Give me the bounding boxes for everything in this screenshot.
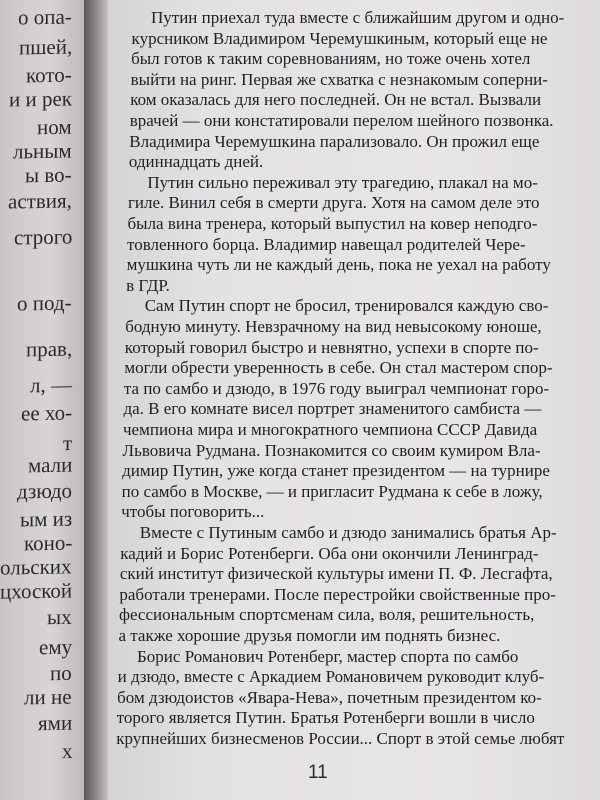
text-line: Путин приехал туда вместе с ближайшим другом и одно- <box>151 8 565 27</box>
left-page-line: ями <box>37 710 72 736</box>
left-page-edge <box>0 0 84 800</box>
text-line: бодную минуту. Невзрачному на вид невысокому юноше, <box>125 317 542 336</box>
text-line: торого является Путин. Братья Ротенберги вошли в число <box>116 708 535 728</box>
text-line: димир Путин, уже когда станет президентом — на турнире <box>122 461 550 481</box>
text-line: была вина тренера, который выпустил на ковер неподго- <box>127 214 538 233</box>
left-page-line: и и рек <box>9 86 72 112</box>
text-line: врачей — они констатировали перелом шейного позвонка. <box>129 111 554 130</box>
left-page-line: строго <box>13 224 72 250</box>
left-page-line: кото- <box>26 62 72 88</box>
left-page-line: ы во- <box>25 162 72 188</box>
text-line: Путин сильно переживал эту трагедию, плакал на мо- <box>147 172 538 192</box>
text-line: по самбо в Москве, — и пригласит Рудмана к себе в ложу, <box>121 481 543 501</box>
text-line: та по самбо и дзюдо, в 1976 году выиграл чемпионат горо- <box>123 378 550 398</box>
left-page-line: дзюдо <box>16 478 72 504</box>
left-page-line: пшей, <box>18 34 72 60</box>
text-line: Борис Романович Ротенберг, мастер спорта по самбо <box>137 646 519 666</box>
text-line: ком оказалась для него последней. Он не встал. Вызвали <box>130 90 542 110</box>
text-line: одиннадцать дней. <box>128 152 264 172</box>
left-page-line: льным <box>13 138 72 164</box>
text-line: курсником Владимиром Черемушкиным, который еще не <box>131 28 548 48</box>
text-line: могли обрести уверенность в себе. Он стал мастером спор- <box>124 358 553 378</box>
text-line: был готов к таким соревнованиям, но тоже очень хотел <box>131 49 531 69</box>
book-gutter <box>84 0 110 800</box>
book-page <box>108 0 600 800</box>
text-line: фессиональным спортсменам сила, воля, решительность, <box>118 605 535 625</box>
left-page-line: по <box>50 660 72 686</box>
left-page-line: ему <box>38 634 72 660</box>
text-line: чтобы поговорить... <box>121 502 265 522</box>
left-page-line: о под- <box>17 290 72 316</box>
text-line: выйти на ринг. Первая же схватка с незнакомым соперни- <box>130 69 548 89</box>
page-number: 11 <box>308 762 328 783</box>
left-page-line: ли не <box>24 684 72 710</box>
text-line: товленного борца. Владимир навещал родителей Чере- <box>127 234 526 254</box>
left-page-line: ее хо- <box>20 400 72 426</box>
left-page-line: х <box>61 738 72 764</box>
text-line: Вместе с Путиным самбо и дзюдо занимались братья Ар- <box>139 523 557 542</box>
text-line: в ГДР. <box>126 275 170 295</box>
left-page-line: ном <box>37 114 72 140</box>
text-line: и дзюдо, вместе с Аркадием Романовичем руководит клуб- <box>117 667 545 687</box>
left-page-line: ых <box>47 604 72 630</box>
left-page-line: о опа- <box>18 4 72 30</box>
text-line: гиле. Винил себя в смерти друга. Хотя на самом деле это <box>127 193 540 213</box>
text-line: кадий и Борис Ротенберги. Оба они окончили Ленинград- <box>120 543 539 563</box>
text-line: Владимира Черемушкина парализовало. Он прожил еще <box>129 131 540 151</box>
left-page-line: ольских <box>0 554 72 580</box>
text-line: мушкина чуть ли не каждый день, пока не уехал на работу <box>126 255 551 275</box>
text-line: бом дзюдоистов «Явара-Нева», почетным президентом ко- <box>117 687 542 707</box>
left-page-line: цхоской <box>0 578 72 604</box>
left-page-line: прав, <box>25 336 72 362</box>
left-page-line: т <box>62 430 72 456</box>
text-line: работали тренерами. После перестройки свойственные про- <box>119 584 556 604</box>
text-line: а также хорошие друзья помогли им поднять бизнес. <box>118 626 501 645</box>
text-line: Сам Путин спорт не бросил, тренировался каждую сво- <box>144 296 549 316</box>
left-page-line: ым из <box>19 506 72 532</box>
text-line: крупнейших бизнесменов России... Спорт в этой семье любят <box>116 729 565 748</box>
text-line: ский институт физической культуры имени П. Ф. Лесгафта, <box>119 564 553 584</box>
left-page-line: аствия, <box>8 188 72 214</box>
text-line: который говорил быстро и невнятно, успехи в спорте по- <box>124 337 539 357</box>
text-line: да. В его комнате висел портрет знаменитого самбиста — <box>123 399 542 419</box>
left-page-line: л, — <box>30 372 72 398</box>
text-line: чемпиона мира и многократного чемпиона СССР Давида <box>123 420 538 439</box>
left-page-line: коно- <box>23 530 72 556</box>
left-page-line: мали <box>27 452 72 478</box>
text-line: Львовича Рудмана. Познакомится со своим кумиром Вла- <box>122 440 541 460</box>
